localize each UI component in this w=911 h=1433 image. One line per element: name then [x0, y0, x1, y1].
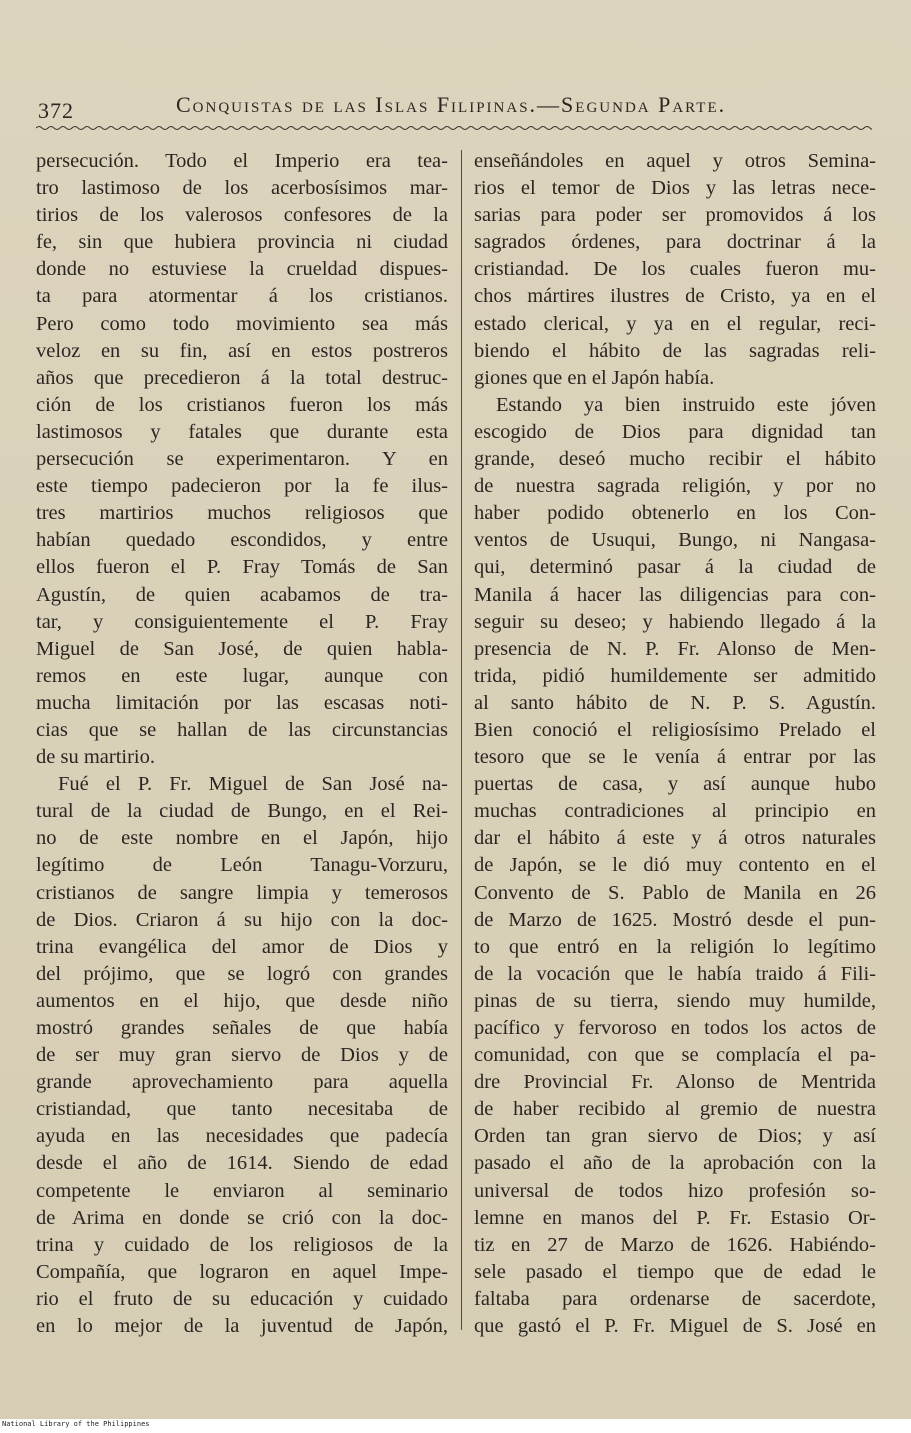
text-line: que gastó el P. Fr. Miguel de S. José en: [474, 1315, 876, 1338]
text-line: giones que en el Japón había.: [474, 366, 715, 389]
text-line: tural de la ciudad de Bungo, en el Rei-: [36, 800, 448, 823]
text-line: de Japón, se le dió muy contento en el: [474, 854, 876, 877]
text-line: persecución se experimentaron. Y en: [36, 448, 448, 471]
running-title: Conquistas de las Islas Filipinas.—Segunda Parte.: [176, 92, 727, 117]
text-line: Miguel de San José, de quien habla-: [36, 637, 448, 660]
text-line: del prójimo, que se logró con grandes: [36, 962, 448, 985]
text-line: trina evangélica del amor de Dios y: [36, 935, 448, 958]
text-line: veloz en su fin, así en estos postreros: [36, 339, 448, 362]
text-line: competente le enviaron al seminario: [36, 1179, 448, 1202]
text-line: de Dios. Criaron á su hijo con la doc-: [36, 908, 448, 931]
text-line: presencia de N. P. Fr. Alonso de Men-: [474, 637, 876, 660]
text-line: tres martirios muchos religiosos que: [36, 502, 448, 525]
text-line: biendo el hábito de las sagradas reli-: [474, 339, 876, 362]
text-line: de su martirio.: [36, 746, 155, 769]
text-line: comunidad, con que se complacía el pa-: [474, 1044, 876, 1067]
text-line: dre Provincial Fr. Alonso de Mentrida: [474, 1071, 876, 1094]
text-line: sarias para poder ser promovidos á los: [474, 204, 876, 227]
text-line: ción de los cristianos fueron los más: [36, 393, 448, 416]
text-line: tiz en 27 de Marzo de 1626. Habiéndo-: [474, 1233, 876, 1256]
text-line: Estando ya bien instruido este jóven: [496, 393, 876, 416]
text-line: Bien conoció el religiosísimo Prelado el: [474, 718, 876, 741]
text-line: de nuestra sagrada religión, y por no: [474, 475, 876, 498]
text-line: en lo mejor de la juventud de Japón,: [36, 1315, 448, 1338]
text-line: puertas de casa, y así aunque hubo: [474, 773, 876, 796]
right-text-column: [474, 148, 876, 1340]
text-line: rio el fruto de su educación y cuidado: [36, 1287, 448, 1310]
text-line: pinas de su tierra, siendo muy humilde,: [474, 989, 876, 1012]
text-line: Compañía, que lograron en aquel Impe-: [36, 1260, 448, 1283]
ornamental-wavy-rule: [36, 124, 872, 132]
text-line: fe, sin que hubiera provincia ni ciudad: [36, 231, 448, 254]
text-line: Agustín, de quien acabamos de tra-: [36, 583, 448, 606]
text-line: Manila á hacer las diligencias para con-: [474, 583, 876, 606]
text-line: dar el hábito á este y á otros naturales: [474, 827, 876, 850]
text-line: estado clerical, y ya en el regular, reci-: [474, 312, 876, 335]
text-line: Convento de S. Pablo de Manila en 26: [474, 881, 876, 904]
text-line: ellos fueron el P. Fray Tomás de San: [36, 556, 448, 579]
text-line: este tiempo padecieron por la fe ilus-: [36, 475, 448, 498]
text-line: chos mártires ilustres de Cristo, ya en el: [474, 285, 876, 308]
text-line: al santo hábito de N. P. S. Agustín.: [474, 691, 876, 714]
text-line: de haber recibido al gremio de nuestra: [474, 1098, 876, 1121]
text-line: grande aprovechamiento para aquella: [36, 1071, 448, 1094]
left-text-column: [36, 148, 448, 1340]
text-line: pacífico y fervoroso en todos los actos de: [474, 1017, 876, 1039]
text-line: legítimo de León Tanagu-Vorzuru,: [36, 854, 448, 877]
text-line: muchas contradiciones al principio en: [474, 800, 876, 823]
text-line: Orden tan gran siervo de Dios; y así: [474, 1125, 876, 1148]
text-line: cristiandad, que tanto necesitaba de: [36, 1098, 448, 1121]
text-line: Pero como todo movimiento sea más: [36, 312, 448, 335]
text-line: cristianos de sangre limpia y temerosos: [36, 881, 448, 904]
text-line: rios el temor de Dios y las letras nece-: [474, 177, 876, 200]
text-line: tesoro que se le venía á entrar por las: [474, 746, 876, 769]
page-header: [36, 88, 876, 122]
text-line: años que precedieron á la total destruc-: [36, 366, 448, 389]
text-line: de Marzo de 1625. Mostró desde el pun-: [474, 908, 876, 931]
text-line: qui, determinó pasar á la ciudad de: [474, 556, 876, 579]
text-line: cristiandad. De los cuales fueron mu-: [474, 258, 876, 281]
text-line: desde el año de 1614. Siendo de edad: [36, 1152, 448, 1175]
footer-bar: [0, 1419, 911, 1433]
text-line: seguir su deseo; y habiendo llegado á la: [474, 610, 876, 633]
text-line: haber podido obtenerlo en los Con-: [474, 502, 876, 525]
text-line: lemne en manos del P. Fr. Estasio Or-: [474, 1206, 876, 1229]
text-line: de Arima en donde se crió con la doc-: [36, 1206, 448, 1229]
text-line: faltaba para ordenarse de sacerdote,: [474, 1287, 876, 1310]
footer-credit: National Library of the Philippines: [2, 1420, 150, 1428]
text-line: tro lastimoso de los acerbosísimos mar-: [36, 177, 448, 200]
text-line: ayuda en las necesidades que padecía: [36, 1125, 448, 1148]
text-line: de la vocación que le había traido á Fili-: [474, 962, 876, 985]
text-line: no de este nombre en el Japón, hijo: [36, 827, 448, 850]
text-line: remos en este lugar, aunque con: [36, 664, 448, 687]
text-line: to que entró en la religión lo legítimo: [474, 935, 876, 958]
text-line: aumentos en el hijo, que desde niño: [36, 989, 448, 1012]
text-line: trida, pidió humildemente ser admitido: [474, 664, 876, 687]
text-line: ventos de Usuqui, Bungo, ni Nangasa-: [474, 529, 876, 552]
text-line: sagrados órdenes, para doctrinar á la: [474, 231, 876, 254]
text-line: persecución. Todo el Imperio era tea-: [36, 150, 448, 172]
text-line: mostró grandes señales de que había: [36, 1017, 448, 1039]
text-line: tirios de los valerosos confesores de la: [36, 204, 448, 227]
text-line: enseñándoles en aquel y otros Semina-: [474, 150, 876, 172]
text-line: grande, deseó mucho recibir el hábito: [474, 448, 876, 471]
text-line: habían quedado escondidos, y entre: [36, 529, 448, 552]
text-line: pasado el año de la aprobación con la: [474, 1152, 876, 1175]
text-line: tar, y consiguientemente el P. Fray: [36, 610, 448, 633]
column-divider: [461, 150, 462, 1330]
text-line: ta para atormentar á los cristianos.: [36, 285, 448, 308]
text-line: lastimosos y fatales que durante esta: [36, 420, 448, 443]
text-line: de ser muy gran siervo de Dios y de: [36, 1044, 448, 1067]
text-line: escogido de Dios para dignidad tan: [474, 420, 876, 443]
text-line: cias que se hallan de las circunstancias: [36, 718, 448, 741]
page-number: 372: [38, 98, 74, 123]
text-line: trina y cuidado de los religiosos de la: [36, 1233, 448, 1256]
text-line: mucha limitación por las escasas noti-: [36, 691, 448, 714]
text-line: donde no estuviese la crueldad dispues-: [36, 258, 448, 281]
text-line: Fué el P. Fr. Miguel de San José na-: [58, 773, 448, 796]
text-line: sele pasado el tiempo que de edad le: [474, 1260, 876, 1283]
text-line: universal de todos hizo profesión so-: [474, 1179, 876, 1202]
